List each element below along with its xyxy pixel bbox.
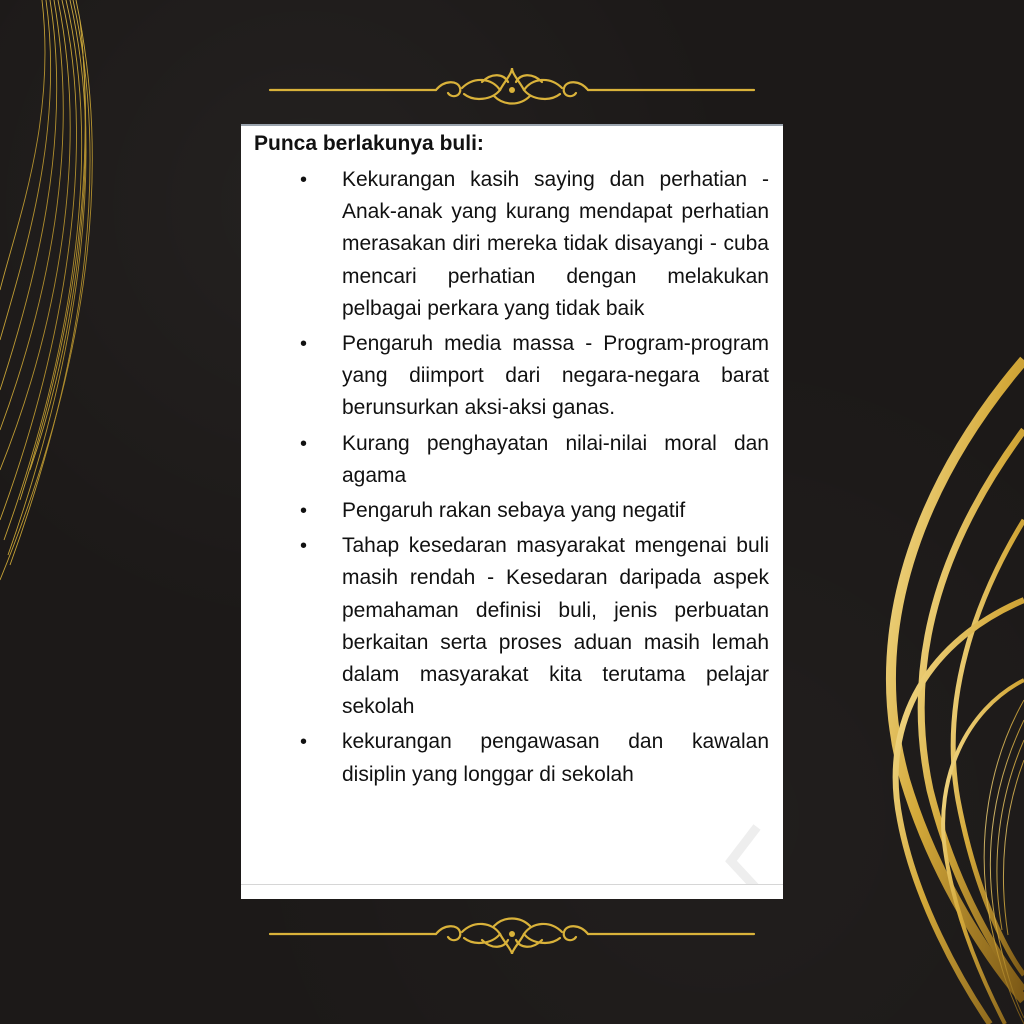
chevron-watermark-icon — [717, 823, 777, 893]
gold-scroll-ornament-icon — [268, 912, 756, 956]
bullet-icon: • — [300, 535, 308, 558]
bullet-icon: • — [300, 500, 308, 523]
list-item — [254, 328, 769, 425]
list-item — [254, 164, 769, 325]
list-item — [254, 495, 769, 527]
gold-scroll-ornament-icon — [268, 66, 756, 110]
bullet-list — [254, 164, 769, 791]
bullet-icon: • — [300, 169, 308, 191]
document-title: Punca berlakunya buli: — [254, 132, 484, 155]
bullet-icon: • — [300, 731, 308, 754]
document-page — [241, 124, 783, 899]
list-item-text: Pengaruh rakan sebaya yang negatif — [342, 499, 686, 523]
bullet-icon: • — [300, 333, 308, 356]
list-item-text: Pengaruh media massa - Program-program yang diimport dari negara-negara barat berunsurkan aksi-aksi ganas. — [342, 332, 769, 420]
list-item — [254, 428, 769, 492]
page-footer-strip — [241, 884, 783, 899]
list-item-text: Kurang penghayatan nilai-nilai moral dan agama — [342, 431, 769, 487]
list-item — [254, 726, 769, 790]
list-item-text: Tahap kesedaran masyarakat mengenai buli masih rendah - Kesedaran daripada aspek pemahaman definisi buli, jenis perbuatan berkaitan serta proses aduan masih lemah dalam masyarakat kita terutama pelajar sekolah — [342, 534, 769, 719]
bullet-icon: • — [300, 432, 308, 455]
list-item-text: Kekurangan kasih saying dan perhatian - Anak-anak yang kurang mendapat perhatian merasakan diri mereka tidak disayangi - cuba mencari perhatian dengan melakukan pelbagai perkara yang tidak baik — [342, 168, 769, 320]
list-item-text: kekurangan pengawasan dan kawalan disiplin yang longgar di sekolah — [342, 730, 769, 786]
list-item — [254, 530, 769, 723]
